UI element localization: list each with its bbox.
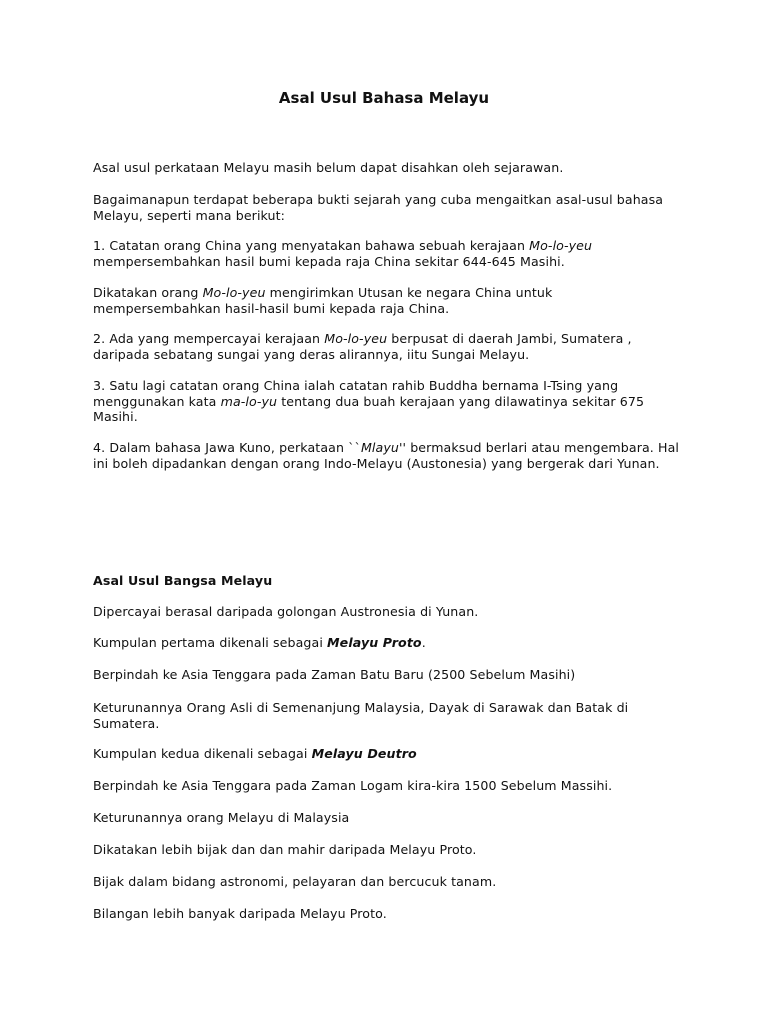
note-1-emphasis: Mo-lo-yeu [202,285,266,300]
item-4-text-after: '' bermaksud berlari atau mengembara. Hal ini boleh dipadankan dengan orang Indo-Melayu (Austonesia) yang bergerak dari Yunan. [93,440,679,471]
item-3-emphasis: ma-lo-yu [220,393,278,409]
lead-paragraph: Bagaimanapun terdapat beberapa bukti sejarah yang cuba mengaitkan asal-usul bahasa Melayu, seperti mana berikut: [93,192,664,223]
item-1-emphasis: Mo-lo-yeu [529,238,593,253]
section-2-paragraph-1: Dipercayai berasal daripada golongan Austronesia di Yunan. [93,604,479,619]
section-2-paragraph-6: Berpindah ke Asia Tenggara pada Zaman Logam kira-kira 1500 Sebelum Massihi. [93,778,613,793]
item-2-text-before: 2. Ada yang mempercayai kerajaan [93,331,325,346]
page-title: Asal Usul Bahasa Melayu [278,89,490,107]
item-1-text-after: mempersembahkan hasil bumi kepada raja China sekitar 644-645 Masihi. [93,253,565,269]
item-2-emphasis: Mo-lo-yeu [324,331,388,346]
intro-paragraph: Asal usul perkataan Melayu masih belum dapat disahkan oleh sejarawan. [93,160,564,175]
item-4-emphasis: Mlayu [360,440,399,455]
item-3-paragraph [93,378,683,425]
section-2-paragraph-4: Keturunannya Orang Asli di Semenanjung Malaysia, Dayak di Sarawak dan Batak di Sumatera. [93,700,629,731]
note-1-paragraph [93,285,683,316]
p2-text-after: . [421,635,426,650]
melayu-deutro-term: Melayu Deutro [311,746,417,761]
item-3-text-after: tentang dua buah kerajaan yang dilawatinya sekitar 675 Masihi. [93,393,645,424]
item-1-text-before: 1. Catatan orang China yang menyatakan bahawa sebuah kerajaan [93,238,530,253]
item-4-text-before: 4. Dalam bahasa Jawa Kuno, perkataan `` [93,440,361,455]
item-3-text-before: 3. Satu lagi catatan orang China ialah catatan rahib Buddha bernama I-Tsing yang menggunakan kata [93,378,619,409]
item-1-paragraph [93,238,683,269]
section-2-paragraph-10: Bilangan lebih banyak daripada Melayu Proto. [93,906,387,921]
note-1-text-after: mengirimkan Utusan ke negara China untuk mempersembahkan hasil-hasil bumi kepada raja China. [93,285,553,316]
note-1-text-before: Dikatakan orang [93,285,203,300]
p2-text-before: Kumpulan pertama dikenali sebagai [93,635,328,650]
section-2-paragraph-7: Keturunannya orang Melayu di Malaysia [93,810,350,825]
section-2-paragraph-8: Dikatakan lebih bijak dan dan mahir daripada Melayu Proto. [93,842,477,857]
item-2-paragraph [93,331,683,362]
p5-text-before: Kumpulan kedua dikenali sebagai [93,746,312,761]
item-4-paragraph [93,440,683,471]
section-2-heading: Asal Usul Bangsa Melayu [93,573,273,588]
section-2-paragraph-3: Berpindah ke Asia Tenggara pada Zaman Batu Baru (2500 Sebelum Masihi) [93,667,576,682]
section-2-paragraph-9: Bijak dalam bidang astronomi, pelayaran dan bercucuk tanam. [93,874,497,889]
section-2-paragraph-2 [93,635,683,651]
melayu-proto-term: Melayu Proto [327,635,422,650]
item-2-text-after: berpusat di daerah Jambi, Sumatera , daripada sebatang sungai yang deras alirannya, iitu Sungai Melayu. [93,331,632,362]
section-2-paragraph-5 [93,746,683,762]
